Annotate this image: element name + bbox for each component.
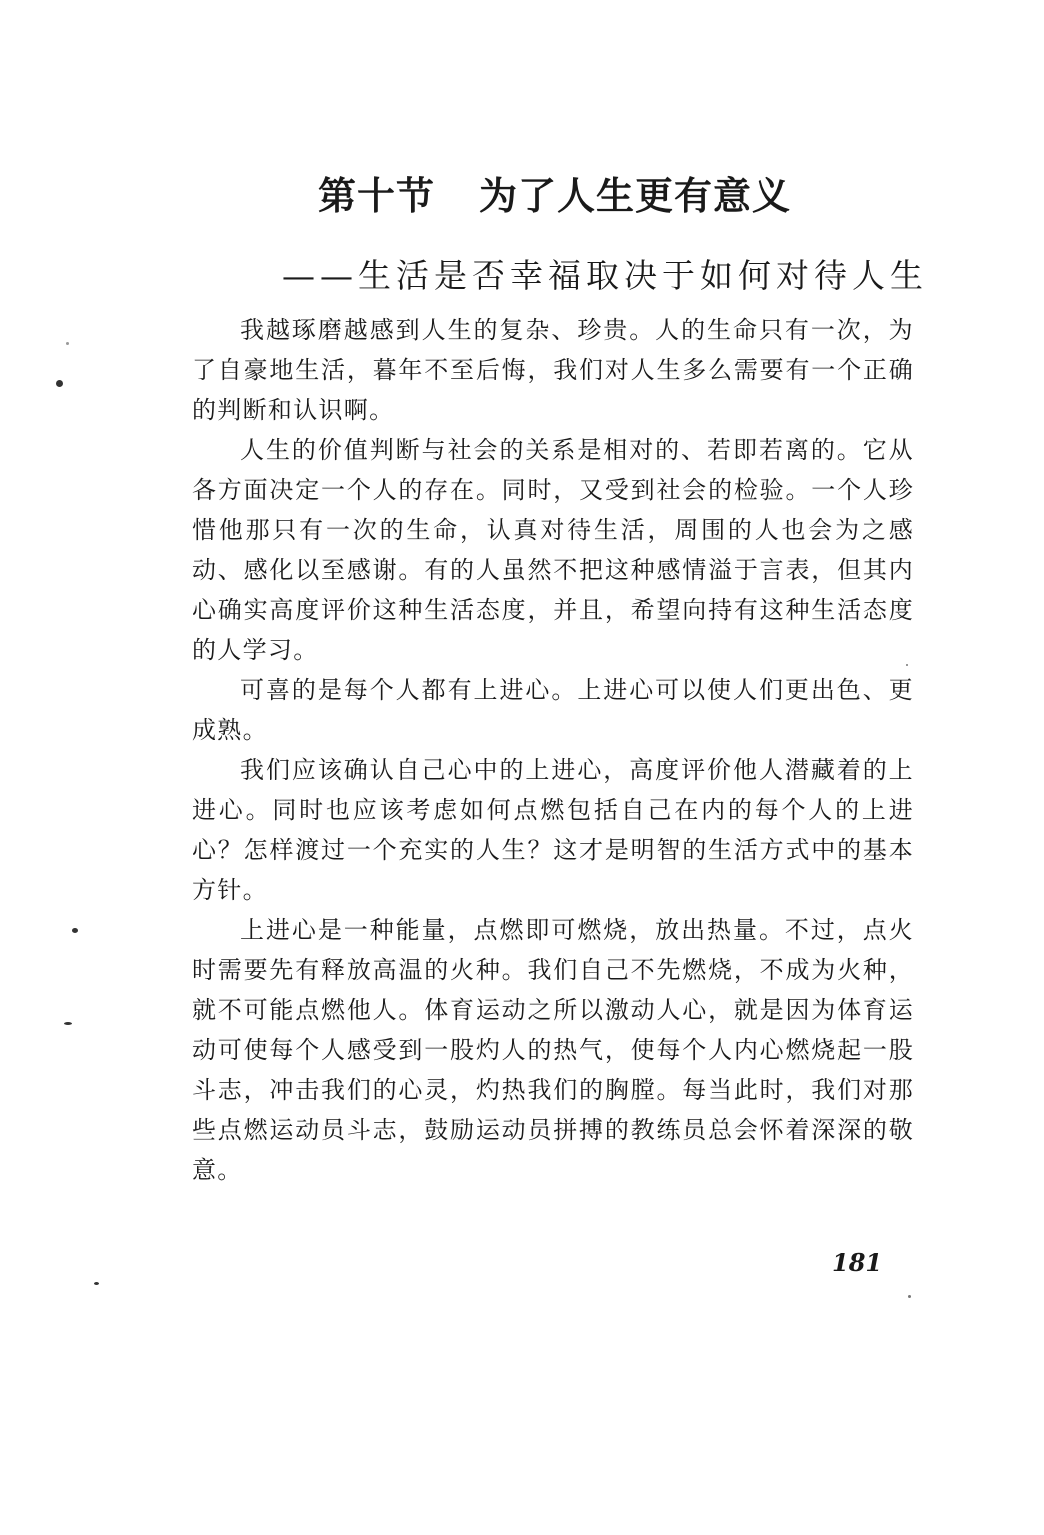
paragraph: 人生的价值判断与社会的关系是相对的、若即若离的。它从各方面决定一个人的存在。同时，又受到社会的检验。一个人珍惜他那只有一次的生命，认真对待生活，周围的人也会为之感动、感化以至感谢。有的人虽然不把这种感情溢于言表，但其内心确实高度评价这种生活态度，并且，希望向持有这种生活态度的人学习。 — [192, 436, 914, 664]
paragraph: 我们应该确认自己心中的上进心，高度评价他人潜藏着的上进心。同时也应该考虑如何点燃包括自己在内的每个人的上进心？怎样渡过一个充实的人生？这才是明智的生活方式中的基本方针。 — [192, 756, 914, 904]
scan-speck — [94, 1282, 99, 1285]
paragraph: 上进心是一种能量，点燃即可燃烧，放出热量。不过，点火时需要先有释放高温的火种。我们自己不先燃烧，不成为火种，就不可能点燃他人。体育运动之所以激动人心，就是因为体育运动可使每个人感受到一股灼人的热气，使每个人内心燃烧起一股斗志，冲击我们的心灵，灼热我们的胸膛。每当此时，我们对那些点燃运动员斗志，鼓励运动员拼搏的教练员总会怀着深深的敬意。 — [192, 916, 914, 1184]
scan-speck — [72, 928, 78, 933]
scan-speck — [906, 664, 908, 666]
body-text — [192, 310, 914, 1190]
scan-speck — [908, 1295, 911, 1298]
section-heading — [0, 165, 1044, 220]
paragraph: 我越琢磨越感到人生的复杂、珍贵。人的生命只有一次，为了自豪地生活，暮年不至后悔，我们对人生多么需要有一个正确的判断和认识啊。 — [192, 316, 914, 424]
scan-speck — [56, 380, 63, 387]
section-number: 第十节 — [317, 174, 435, 218]
paragraph: 可喜的是每个人都有上进心。上进心可以使人们更出色、更成熟。 — [192, 676, 914, 744]
page-number: 181 — [832, 1248, 883, 1277]
scan-speck — [66, 342, 69, 345]
section-subtitle: ——生活是否幸福取决于如何对待人生 — [282, 256, 928, 295]
section-title: 为了人生更有意义 — [479, 174, 792, 218]
scan-speck — [64, 1022, 72, 1025]
